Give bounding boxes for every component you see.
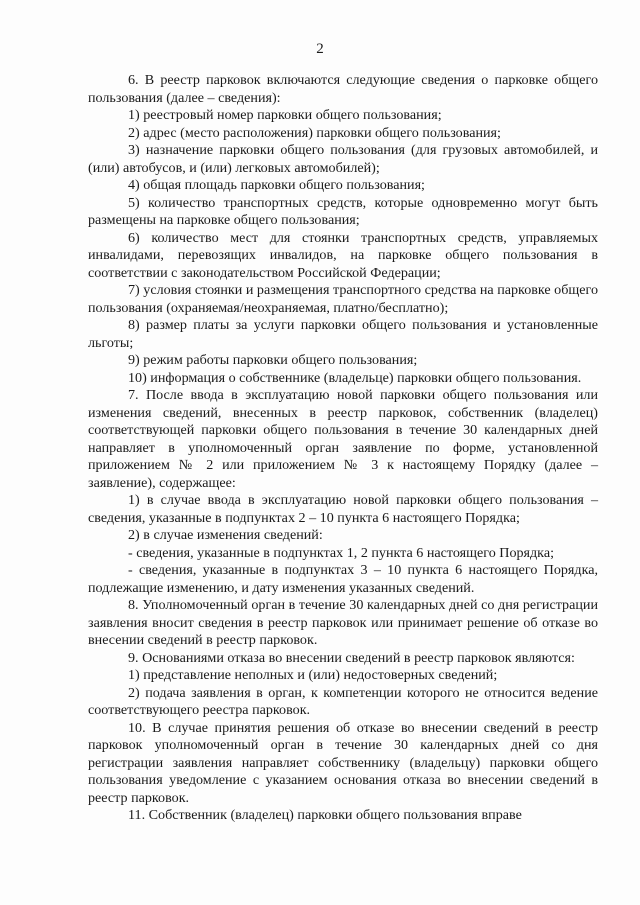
list-item: 9) режим работы парковки общего пользования;	[128, 352, 418, 368]
list-item: 8) размер платы за услуги парковки общего пользования и установленные льготы;	[88, 317, 598, 351]
document-body	[88, 72, 598, 825]
list-item: 2) в случае изменения сведений:	[128, 527, 323, 543]
list-item: 2) адрес (место расположения) парковки общего пользования;	[128, 124, 501, 141]
list-item: 5) количество транспортных средств, которые одновременно могут быть размещены на парковке общего пользования;	[88, 194, 598, 228]
paragraph-6-intro: 6. В реестр парковок включаются следующие сведения о парковке общего пользования (далее – сведения):	[88, 72, 598, 106]
list-item: 6) количество мест для стоянки транспортных средств, управляемых инвалидами, перевозящих инвалидов, на парковке общего пользования в соответствии с законодательством Российской Федерации;	[88, 229, 598, 281]
paragraph-8: 8. Уполномоченный орган в течение 30 календарных дней со дня регистрации заявления вносит сведения в реестр парковок или принимает решение об отказе во внесении сведений в реестр парковок.	[88, 597, 598, 648]
list-item: 4) общая площадь парковки общего пользования;	[128, 177, 425, 193]
paragraph-11: 11. Собственник (владелец) парковки общего пользования вправе	[128, 807, 522, 823]
list-item: 7) условия стоянки и размещения транспортного средства на парковке общего пользования (охраняемая/неохраняемая, платно/бесплатно);	[88, 282, 598, 316]
paragraph-10: 10. В случае принятия решения об отказе во внесении сведений в реестр парковок уполномоченный орган в течение 30 календарных дней со дня регистрации заявления направляет собственнику (владельцу) парковки общего пользования уведомление с указанием основания отказа во внесении сведений в реестр парковок.	[88, 719, 598, 806]
list-item: 1) представление неполных и (или) недостоверных сведений;	[128, 667, 498, 683]
list-item: 3) назначение парковки общего пользования (для грузовых автомобилей, и (или) автобусов, и (или) легковых автомобилей);	[88, 142, 598, 176]
page-number: 2	[316, 41, 324, 57]
list-item: 2) подача заявления в орган, к компетенции которого не относится ведение соответствующего реестра парковок.	[88, 684, 598, 718]
list-item: - сведения, указанные в подпунктах 1, 2 пункта 6 настоящего Порядка;	[128, 544, 554, 561]
list-item: 1) реестровый номер парковки общего пользования;	[128, 107, 442, 123]
paragraph-9: 9. Основаниями отказа во внесении сведений в реестр парковок являются:	[128, 649, 575, 666]
list-item: - сведения, указанные в подпунктах 3 – 10 пункта 6 настоящего Порядка, подлежащие изменению, и дату изменения указанных сведений.	[88, 562, 598, 596]
list-item: 10) информация о собственнике (владельце) парковки общего пользования.	[128, 369, 582, 386]
paragraph-7: 7. После ввода в эксплуатацию новой парковки общего пользования или изменения сведений, внесенных в реестр парковок, собственник (владелец) соответствующей парковки общего пользования в течение 30 календарных дней направляет в уполномоченный орган заявление по форме, установленной приложением № 2 или приложением № 3 к настоящему Порядку (далее – заявление), содержащее:	[88, 387, 598, 491]
list-item: 1) в случае ввода в эксплуатацию новой парковки общего пользования – сведения, указанные в подпунктах 2 – 10 пункта 6 настоящего Порядка;	[88, 492, 598, 526]
